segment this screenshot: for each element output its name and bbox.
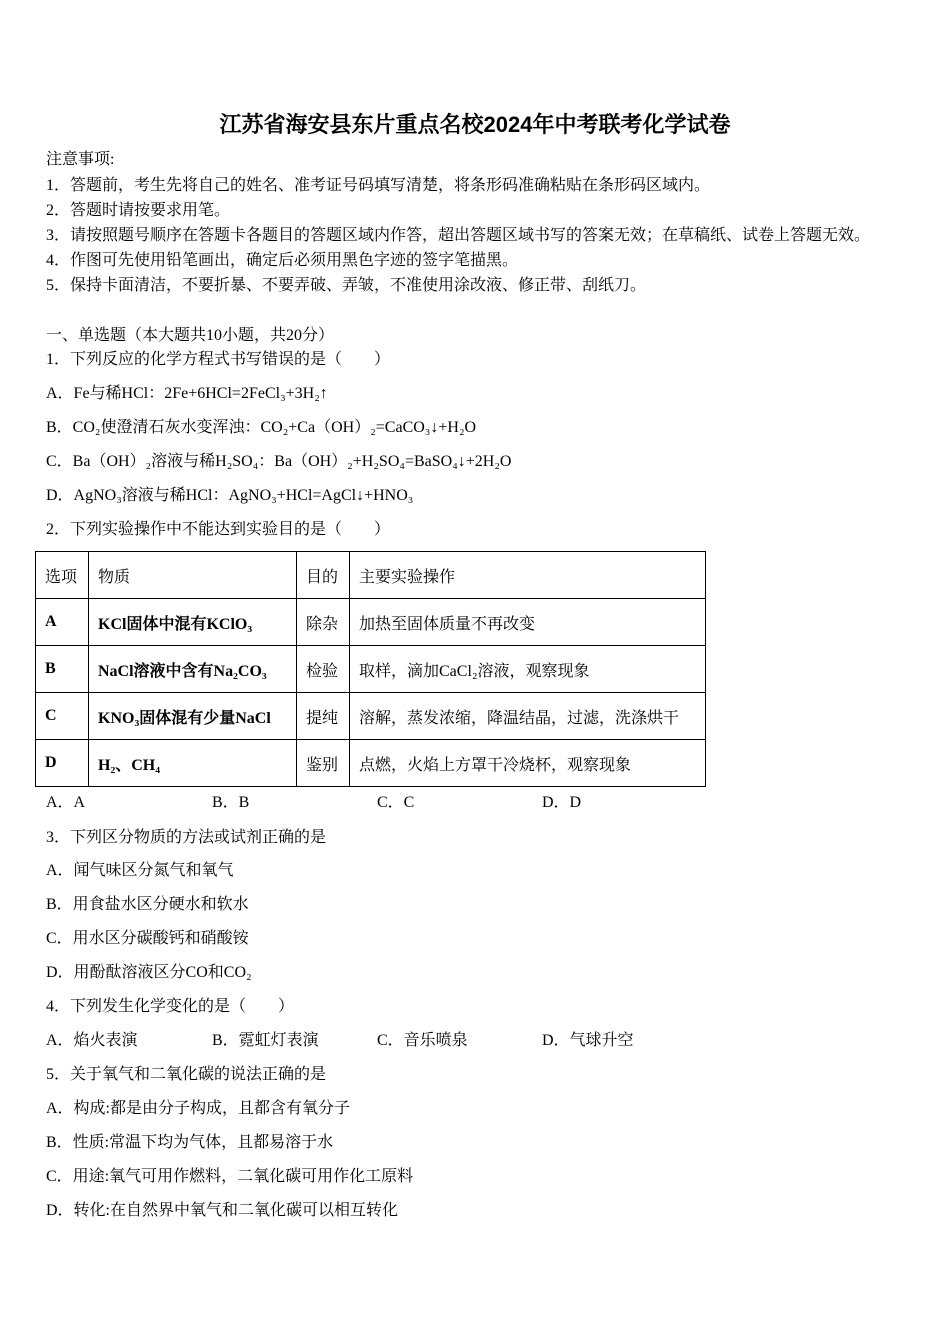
question-2-option-c: C．C — [377, 794, 415, 811]
question-4-option-d: D．气球升空 — [542, 1032, 634, 1049]
question-2-option-a: A．A — [46, 794, 86, 811]
table-cell-option: B — [36, 646, 89, 693]
note-item-2: 2．答题时请按要求用笔。 — [46, 202, 231, 219]
question-1-stem: 1．下列反应的化学方程式书写错误的是（ ） — [46, 351, 391, 368]
question-5-option-b: B．性质:常温下均为气体，且都易溶于水 — [46, 1134, 334, 1151]
table-cell-option: C — [36, 693, 89, 740]
question-2-option-b: B．B — [212, 794, 250, 811]
table-cell-operation: 加热至固体质量不再改变 — [350, 599, 706, 646]
table-cell-substance: KCl固体中混有KClO₃ — [89, 599, 297, 646]
table-cell-substance: NaCl溶液中含有Na₂CO₃ — [89, 646, 297, 693]
section-heading: 一、单选题（本大题共10小题，共20分） — [46, 327, 335, 344]
question-1-option-d: D．AgNO₃溶液与稀HCl：AgNO₃+HCl=AgCl↓+HNO₃ — [46, 487, 414, 504]
question-5-option-a: A．构成:都是由分子构成，且都含有氧分子 — [46, 1100, 351, 1117]
table-cell-substance: H₂、CH₄ — [89, 740, 297, 787]
question-3-stem: 3．下列区分物质的方法或试剂正确的是 — [46, 829, 327, 846]
table-header-substance: 物质 — [89, 552, 297, 599]
question-2-option-d: D．D — [542, 794, 582, 811]
question-5-stem: 5．关于氧气和二氧化碳的说法正确的是 — [46, 1066, 327, 1083]
table-row — [36, 599, 706, 646]
question-5-option-d: D．转化:在自然界中氧气和二氧化碳可以相互转化 — [46, 1202, 399, 1219]
question-4-stem: 4．下列发生化学变化的是（ ） — [46, 998, 295, 1015]
table-cell-purpose: 提纯 — [297, 693, 350, 740]
table-row — [36, 646, 706, 693]
question-3-option-c: C．用水区分碳酸钙和硝酸铵 — [46, 930, 249, 947]
table-cell-option: D — [36, 740, 89, 787]
question-4-option-c: C．音乐喷泉 — [377, 1032, 468, 1049]
exam-title: 江苏省海安县东片重点名校2024年中考联考化学试卷 — [219, 112, 731, 137]
note-item-4: 4．作图可先使用铅笔画出，确定后必须用黑色字迹的签字笔描黑。 — [46, 252, 519, 269]
question-3-option-a: A．闻气味区分氮气和氧气 — [46, 862, 234, 879]
table-row — [36, 740, 706, 787]
question-1-option-a: A．Fe与稀HCl：2Fe+6HCl=2FeCl₃+3H₂↑ — [46, 385, 328, 402]
table-header-option: 选项 — [36, 552, 89, 599]
experiment-table — [35, 551, 706, 787]
question-1-option-b: B．CO₂使澄清石灰水变浑浊：CO₂+Ca（OH）₂=CaCO₃↓+H₂O — [46, 419, 477, 436]
question-3-option-b: B．用食盐水区分硬水和软水 — [46, 896, 249, 913]
table-cell-operation: 溶解，蒸发浓缩，降温结晶，过滤，洗涤烘干 — [350, 693, 706, 740]
question-4-option-a: A．焰火表演 — [46, 1032, 138, 1049]
note-item-3: 3．请按照题号顺序在答题卡各题目的答题区域内作答，超出答题区域书写的答案无效；在草稿纸、试卷上答题无效。 — [46, 227, 871, 244]
question-5-option-c: C．用途:氧气可用作燃料，二氧化碳可用作化工原料 — [46, 1168, 414, 1185]
table-row — [36, 693, 706, 740]
table-header-operation: 主要实验操作 — [350, 552, 706, 599]
question-2-stem: 2．下列实验操作中不能达到实验目的是（ ） — [46, 521, 391, 538]
table-cell-operation: 取样，滴加CaCl₂溶液，观察现象 — [350, 646, 706, 693]
note-item-1: 1．答题前，考生先将自己的姓名、准考证号码填写清楚，将条形码准确粘贴在条形码区域内。 — [46, 177, 711, 194]
table-cell-purpose: 检验 — [297, 646, 350, 693]
question-4-option-b: B．霓虹灯表演 — [212, 1032, 319, 1049]
table-cell-operation: 点燃，火焰上方罩干冷烧杯，观察现象 — [350, 740, 706, 787]
note-item-5: 5．保持卡面清洁，不要折暴、不要弄破、弄皱，不准使用涂改液、修正带、刮纸刀。 — [46, 277, 647, 294]
table-cell-substance: KNO₃固体混有少量NaCl — [89, 693, 297, 740]
table-header-row — [36, 552, 706, 599]
table-cell-purpose: 鉴别 — [297, 740, 350, 787]
table-cell-purpose: 除杂 — [297, 599, 350, 646]
question-3-option-d: D．用酚酞溶液区分CO和CO₂ — [46, 964, 252, 981]
table-header-purpose: 目的 — [297, 552, 350, 599]
question-1-option-c: C．Ba（OH）₂溶液与稀H₂SO₄：Ba（OH）₂+H₂SO₄=BaSO₄↓+2H₂O — [46, 453, 512, 470]
table-cell-option: A — [36, 599, 89, 646]
notes-heading: 注意事项: — [46, 151, 115, 168]
